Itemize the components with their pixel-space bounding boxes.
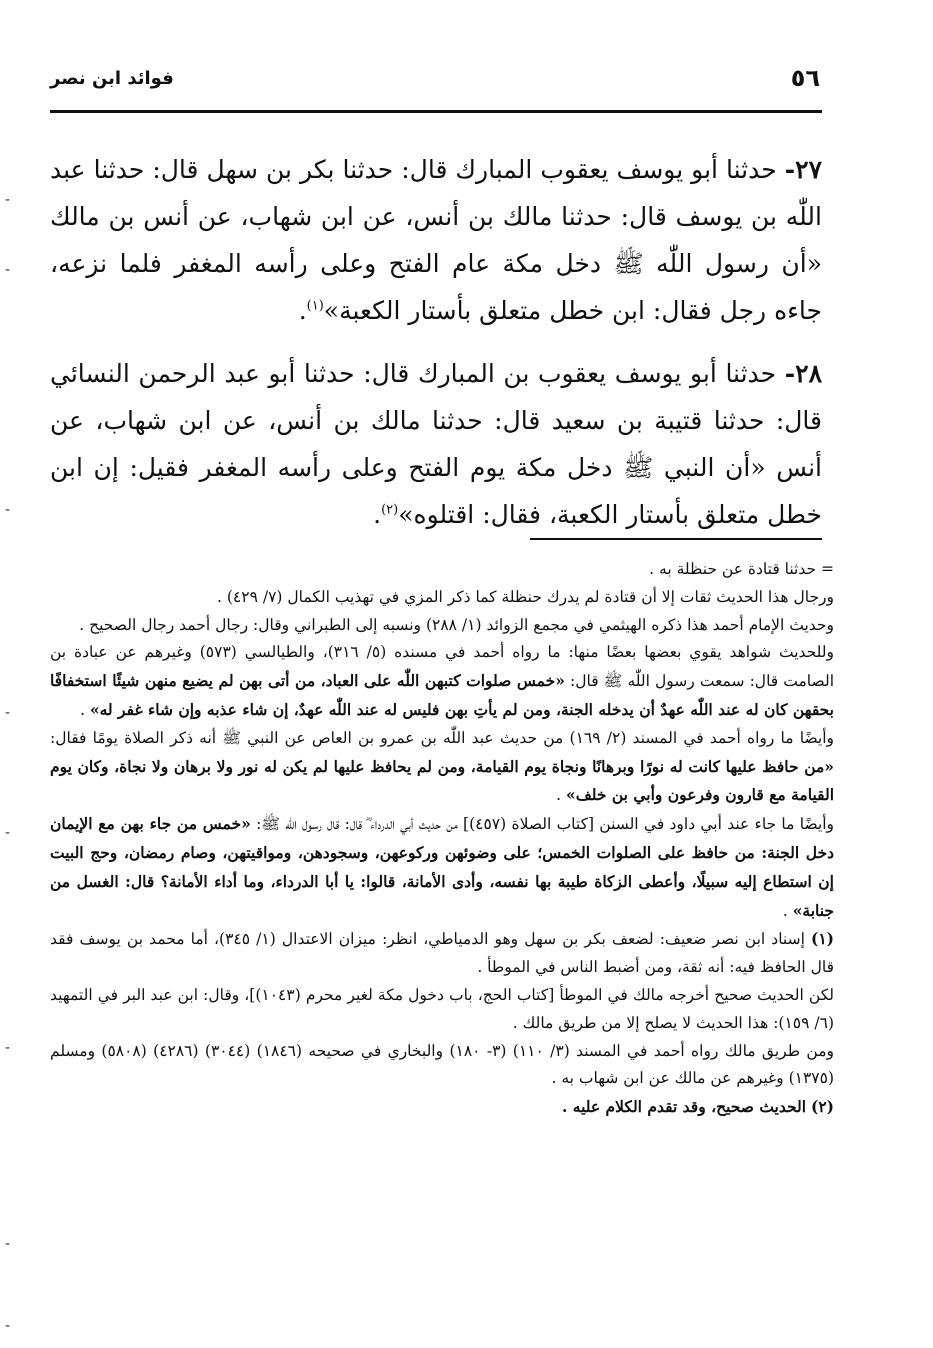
footnote-text: . bbox=[80, 700, 85, 719]
footnote-text: وأيضًا ما جاء عند أبي داود في السنن [كتاب الصلاة (٤٥٧)] من حديث أبي الدرداء ؓ قال: قال رسول اللّٰه ﷺ: bbox=[256, 815, 834, 834]
margin-mark: - bbox=[5, 705, 11, 721]
footnote-separator bbox=[530, 538, 822, 540]
footnote-number: (١) bbox=[811, 929, 835, 949]
footnote-text: إسناد ابن نصر ضعيف: لضعف بكر بن سهل وهو الدمياطي، انظر: ميزان الاعتدال (١/ ٣٤٥)، أما محمد بن يوسف فقد قال الحافظ فيه: أنه ثقة، ومن أضبط الناس في الموطأ . bbox=[50, 930, 834, 977]
footnote-quote: «خمس صلوات كتبهن اللّٰه على العباد، من أتى بهن لم يضيع منهن شيئًا استخفافًا بحقهن كان له عند اللّٰه عهدٌ أن يدخله الجنة، ومن لم يأتِ بهن فليس له عند اللّٰه عهدٌ، إن شاء عذبه وإن شاء غفر له» bbox=[50, 671, 834, 719]
footnote-1 bbox=[50, 925, 834, 982]
margin-mark: - bbox=[5, 825, 11, 841]
footnote-paragraph bbox=[50, 810, 834, 925]
hadith-end: . bbox=[373, 500, 382, 529]
footnote-text: . bbox=[782, 901, 788, 920]
footnote-paragraph: لكن الحديث صحيح أخرجه مالك في الموطأ [كتاب الحج، باب دخول مكة لغير محرم (١٠٤٣)]، وقال: ابن عبد البر في التمهيد (٦/ ١٥٩): هذا الحديث لا يصلح إلا من طريق مالك . bbox=[50, 985, 834, 1032]
footnote-quote: «من حافظ عليها كانت له نورًا وبرهانًا ونجاة يوم القيامة، ومن لم يحافظ عليها لم يكن له نور ولا برهان ولا نجاة، وكان يوم القيامة مع قارون وفرعون وأبي بن خلف» bbox=[50, 756, 834, 805]
hadith-27 bbox=[50, 146, 822, 334]
header-rule bbox=[50, 110, 822, 113]
footnote-text: . bbox=[556, 786, 562, 805]
hadith-28 bbox=[50, 350, 822, 538]
footnote-2 bbox=[50, 1093, 834, 1122]
margin-mark: - bbox=[5, 1040, 11, 1056]
footnote-ref-2: (٢) bbox=[381, 502, 399, 518]
hadith-number: ٢٧- bbox=[784, 155, 822, 184]
margin-mark: - bbox=[5, 192, 11, 208]
running-title: فوائد ابن نصر bbox=[50, 68, 174, 89]
hadith-text: حدثنا أبو يوسف يعقوب بن المبارك قال: حدثنا أبو عبد الرحمن النسائي قال: حدثنا قتيبة بن سعيد قال: حدثنا مالك بن أنس، عن ابن شهاب، عن أنس «أن النبي ﷺ دخل مكة يوم الفتح وعلى رأسه المغفر فقيل: إن ابن خطل متعلق بأستار الكعبة، فقال: اقتلوه» bbox=[50, 359, 822, 529]
page-number: ٥٦ bbox=[790, 64, 820, 92]
footnote-text: الحديث صحيح، وقد تقدم الكلام عليه . bbox=[561, 1097, 807, 1117]
margin-mark: - bbox=[5, 1318, 11, 1334]
margin-mark: - bbox=[5, 262, 11, 278]
footnote-paragraph: ومن طريق مالك رواه أحمد في المسند (٣/ ١١٠) (٣- ١٨٠) والبخاري في صحيحه (١٨٤٦) (٣٠٤٤) (٤٢٨٦) (٥٨٠٨) ومسلم (١٣٧٥) وغيرهم عن مالك عن ابن شهاب به . bbox=[50, 1041, 834, 1088]
footnotes bbox=[50, 556, 834, 1122]
footnote-paragraph: ورجال هذا الحديث ثقات إلا أن قتادة لم يدرك حنظلة كما ذكر المزي في تهذيب الكمال (٧/ ٤٢٩) . bbox=[217, 587, 834, 606]
hadith-end: . bbox=[298, 296, 307, 325]
footnote-ref-1: (١) bbox=[306, 298, 324, 314]
footnote-text: وللحديث شواهد يقوي بعضها بعضًا منها: ما رواه أحمد في مسنده (٥/ ٣١٦)، والطيالسي (٥٧٣) وغيرهم عن عبادة بن الصامت قال: سمعت رسول اللّٰه ﷺ قال: bbox=[50, 643, 834, 691]
hadith-number: ٢٨- bbox=[784, 359, 822, 388]
margin-mark: - bbox=[5, 1236, 11, 1252]
footnote-quote: «خمس من جاء بهن مع الإيمان دخل الجنة: من حافظ على الصلوات الخمس؛ على وضوئهن وركوعهن، وسجودهن، ومواقيتهن، وصام رمضان، وحج البيت إن استطاع إليه سبيلًا، وأعطى الزكاة طيبة بها نفسه، وأدى الأمانة، قالوا: يا أبا الدرداء، وما أداء الأمانة؟ قال: الغسل من جنابة» bbox=[50, 814, 834, 920]
footnote-text: وأيضًا ما رواه أحمد في المسند (٢/ ١٦٩) من حديث عبد اللّٰه بن عمرو بن العاص عن النبي ﷺ أنه ذكر الصلاة يومًا فقال: bbox=[50, 728, 835, 747]
margin-mark: - bbox=[5, 502, 11, 518]
page-header bbox=[50, 62, 820, 110]
footnote-paragraph bbox=[50, 639, 834, 724]
footnote-number: (٢) bbox=[810, 1097, 834, 1117]
hadith-text: حدثنا أبو يوسف يعقوب المبارك قال: حدثنا بكر بن سهل قال: حدثنا عبد اللّٰه بن يوسف قال: حدثنا مالك بن أنس، عن ابن شهاب، عن أنس بن مالك «أن رسول اللّٰه ﷺ دخل مكة عام الفتح وعلى رأسه المغفر فلما نزعه، جاءه رجل فقال: ابن خطل متعلق بأستار الكعبة» bbox=[50, 155, 822, 325]
footnote-paragraph: وحديث الإمام أحمد هذا ذكره الهيثمي في مجمع الزوائد (١/ ٢٨٨) ونسبه إلى الطبراني وقال: رجال أحمد رجال الصحيح . bbox=[79, 615, 834, 634]
footnote-paragraph: = حدثنا قتادة عن حنظلة به . bbox=[649, 560, 834, 578]
main-text bbox=[50, 146, 822, 554]
footnote-paragraph bbox=[50, 725, 834, 810]
